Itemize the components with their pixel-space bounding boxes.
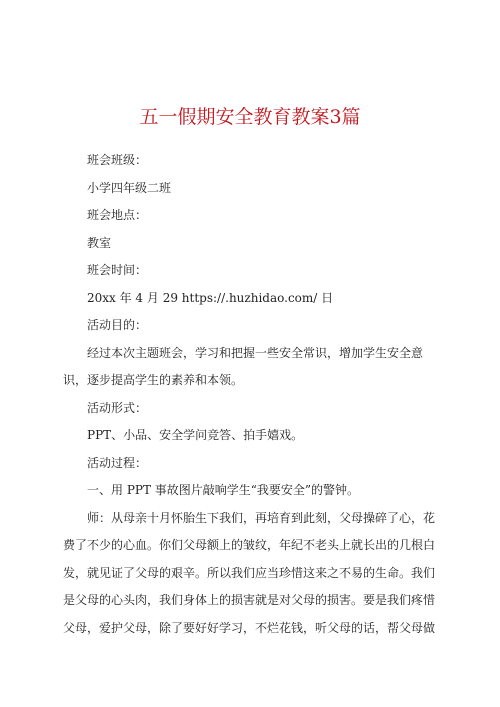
- paragraph-format-label: 活动形式：: [87, 400, 148, 415]
- document-title: 五一假期安全教育教案3篇: [139, 106, 361, 128]
- paragraph-purpose-text: 经过本次主题班会，学习和把握一些安全常识，增加学生安全意识，逐步提高学生的素养和本领。: [63, 345, 424, 387]
- paragraph-location-label: 班会地点：: [87, 208, 148, 222]
- document-body: [63, 147, 437, 642]
- paragraph-teacher-speech: 师：从母亲十月怀胎生下我们，再培育到此刻，父母操碎了心，花费了不少的心血。你们父母额上的皱纹，年纪不老头上就长出的几根白发，就见证了父母的艰辛。所以我们应当珍惜这来之不易的生命。我们是父母的心头肉，我们身体上的损害就是对父母的损害。要是我们疼惜父母，爱护父母，除了要好好学习，不烂花钱，听父母的话，帮父母做: [63, 510, 436, 635]
- paragraph-time-value: 20xx 年 4 月 29 https://.huzhidao.com/ 日: [87, 290, 334, 305]
- paragraph-purpose-label: 活动目的：: [87, 318, 148, 332]
- paragraph-process-label: 活动过程：: [87, 455, 148, 470]
- paragraph-time-label: 班会时间：: [87, 263, 148, 277]
- paragraph-format-text: PPT、小品、安全学问竞答、拍手嬉戏。: [87, 428, 304, 442]
- paragraph-class-value: 小学四年级二班: [87, 180, 172, 195]
- paragraph-class-label: 班会班级：: [87, 153, 148, 167]
- paragraph-process-step-1: 一、用 PPT 事故图片敲响学生“我要安全”的警钟。: [87, 483, 360, 497]
- paragraph-location-value: 教室: [87, 235, 112, 250]
